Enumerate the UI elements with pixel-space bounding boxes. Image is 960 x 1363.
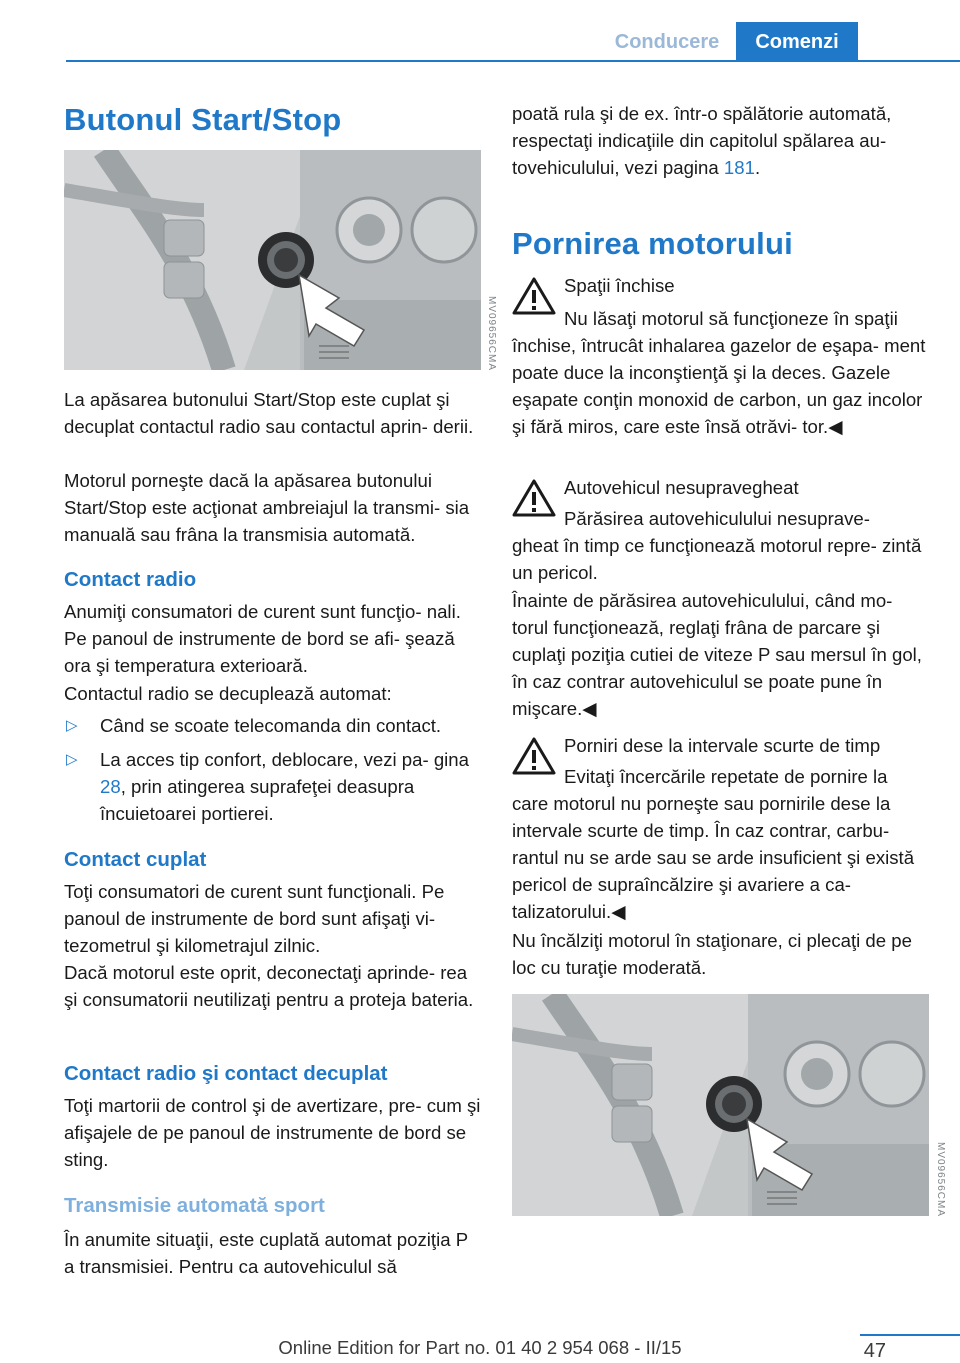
- section-title-start-stop: Butonul Start/Stop: [64, 102, 342, 137]
- warning-icon: [512, 736, 556, 776]
- paragraph: [512, 100, 930, 181]
- warning-text: Părăsirea autovehiculului nesuprave‐: [564, 508, 870, 529]
- warning-title: Porniri dese la intervale scurte de timp: [564, 735, 881, 756]
- paragraph: Nu încălziţi motorul în staţionare, ci plecaţi de pe loc cu turaţie moderată.: [512, 930, 912, 978]
- paragraph: Motorul porneşte dacă la apăsarea butonului Start/Stop este acţionat ambreiajul la transmi‐ sia manuală sau frâna la transmisia automată.: [64, 470, 470, 545]
- warning-text: Nu lăsaţi motorul să funcţioneze în spaţii: [564, 308, 898, 329]
- start-stop-button-photo: [512, 994, 929, 1216]
- heading-contact-radio: Contact radio: [64, 568, 197, 591]
- heading-contact-cuplat: Contact cuplat: [64, 848, 207, 871]
- heading-radio-decuplat: Contact radio şi contact decuplat: [64, 1062, 388, 1085]
- warning-text: gheat în timp ce funcţionează motorul repre‐ zintă un pericol.: [512, 535, 922, 583]
- footer-rule: [860, 1334, 960, 1336]
- paragraph: Toţi consumatori de curent sunt funcţionali. Pe panoul de instrumente de bord sunt afişaţi vi‐ tezometrul şi kilometrajul zilnic.: [64, 881, 445, 956]
- paragraph: Dacă motorul este oprit, deconectaţi aprinde‐ rea şi consumatorii neutilizaţi pentru a proteja bateria.: [64, 962, 474, 1010]
- warning-title: Spaţii închise: [564, 275, 675, 296]
- paragraph: Toţi martorii de control şi de avertizare, pre‐ cum şi afişajele de pe panoul de instrumente de bord se sting.: [64, 1095, 481, 1170]
- paragraph: Anumiţi consumatori de curent sunt funcţio‐ nali. Pe panoul de instrumente de bord se afi‐ şează ora şi temperatura exterioară.: [64, 601, 461, 676]
- bullet-icon: ▷: [66, 717, 78, 734]
- list-item: Când se scoate telecomanda din contact.: [100, 715, 442, 736]
- tab-comenzi[interactable]: Comenzi: [736, 22, 858, 62]
- list-item-text: La acces tip confort, deblocare, vezi pa‐ gina: [100, 749, 469, 770]
- warning-text: Evitaţi încercările repetate de pornire la: [564, 766, 888, 787]
- header-rule: [66, 60, 960, 62]
- paragraph-text: .: [754, 157, 761, 178]
- paragraph: Contactul radio se decuplează automat:: [64, 683, 392, 704]
- page-link-28[interactable]: 28: [100, 776, 121, 797]
- list-item: [100, 746, 482, 827]
- warning-text: închise, întrucât inhalarea gazelor de eşapa‐ ment poate duce la inconştienţă şi la deces. Gazele eşapate conţin monoxid de carbon, un gaz incolor şi fără miros, care este însă otrăvi‐ tor.◀: [512, 335, 926, 437]
- start-stop-button-photo: [64, 150, 481, 370]
- warning-icon: [512, 478, 556, 518]
- tab-conducere[interactable]: Conducere: [598, 22, 736, 62]
- paragraph-text: poată rula şi de ex. într-o spălătorie automată, respectaţi indicaţiile din capitolul spălarea au‐ tovehiculului, vezi pagina: [512, 103, 892, 178]
- warning-text: care motorul nu porneşte sau pornirile dese la intervale scurte de timp. În caz contrar, carbu‐ rantul nu se arde sau se arde insuficient şi există pericol de supraîncălzire şi avariere a ca‐ talizatorului.◀: [512, 793, 915, 922]
- image-watermark: MV09656CMA: [486, 296, 497, 372]
- heading-transmisie-sport: Transmisie automată sport: [64, 1194, 325, 1217]
- edition-footer: Online Edition for Part no. 01 40 2 954 068 - II/15: [278, 1337, 682, 1358]
- warning-icon: [512, 276, 556, 316]
- warning-title: Autovehicul nesupravegheat: [564, 477, 799, 498]
- bullet-icon: ▷: [66, 751, 78, 768]
- page-number: 47: [863, 1340, 886, 1362]
- paragraph: În anumite situaţii, este cuplată automat poziţia P a transmisiei. Pentru ca autovehiculul să: [64, 1229, 468, 1277]
- image-watermark: MV09656CMA: [935, 1142, 946, 1218]
- section-title-pornirea: Pornirea motorului: [512, 226, 793, 261]
- paragraph: La apăsarea butonului Start/Stop este cuplat şi decuplat contactul radio sau contactul aprin‐ derii.: [64, 389, 474, 437]
- list-item-text: , prin atingerea suprafeţei deasupra încuietoarei portierei.: [100, 776, 415, 824]
- page-link-181[interactable]: 181: [723, 157, 755, 178]
- warning-text: Înainte de părăsirea autovehiculului, când mo‐ torul funcţionează, reglaţi frâna de parcare şi cuplaţi poziţia cutiei de viteze P sau mersul în gol, în caz contrar autovehiculul se poate pune în mişcare.◀: [512, 590, 922, 719]
